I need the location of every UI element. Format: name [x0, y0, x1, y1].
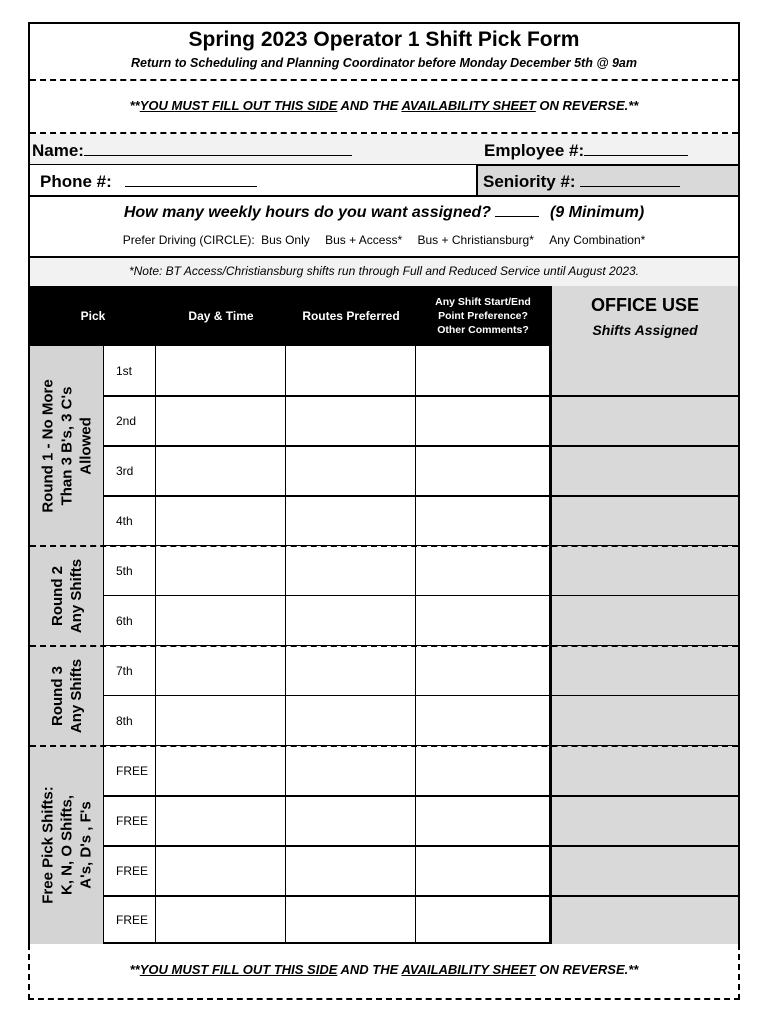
- round-3-label: Round 3 Any Shifts: [30, 646, 104, 746]
- round-divider: [30, 645, 738, 647]
- option-bus-only[interactable]: Bus Only: [261, 233, 310, 247]
- employee-field[interactable]: Employee #:: [484, 140, 688, 161]
- option-any-combination[interactable]: Any Combination*: [549, 233, 646, 247]
- header-pick: Pick: [30, 286, 156, 346]
- routes-cell[interactable]: [286, 346, 416, 396]
- office-cell: [550, 546, 738, 596]
- seniority-blank[interactable]: [580, 171, 680, 187]
- seniority-field[interactable]: Seniority #:: [483, 171, 680, 192]
- pick-number: 8th: [104, 696, 156, 746]
- name-blank[interactable]: [84, 140, 352, 156]
- employee-blank[interactable]: [584, 140, 688, 156]
- bottom-instruction: **YOU MUST FILL OUT THIS SIDE AND THE AVAILABILITY SHEET ON REVERSE.**: [129, 962, 639, 977]
- form-subtitle: Return to Scheduling and Planning Coordinator before Monday December 5th @ 9am: [131, 56, 637, 70]
- routes-cell[interactable]: [286, 596, 416, 646]
- row-separator: [104, 795, 738, 797]
- top-instruction: **YOU MUST FILL OUT THIS SIDE AND THE AVAILABILITY SHEET ON REVERSE.**: [129, 98, 639, 113]
- day-time-cell[interactable]: [156, 546, 286, 596]
- round-divider: [30, 745, 738, 747]
- row-separator: [104, 845, 738, 847]
- pick-number: FREE: [104, 846, 156, 896]
- office-cell: [550, 896, 738, 944]
- hours-blank[interactable]: [495, 202, 539, 217]
- day-time-cell[interactable]: [156, 646, 286, 696]
- office-cell: [550, 446, 738, 496]
- header-routes: Routes Preferred: [286, 286, 416, 346]
- pick-number: 6th: [104, 596, 156, 646]
- routes-cell[interactable]: [286, 446, 416, 496]
- pick-number: FREE: [104, 896, 156, 944]
- day-time-cell[interactable]: [156, 696, 286, 746]
- pick-number: 7th: [104, 646, 156, 696]
- office-cell: [550, 596, 738, 646]
- office-cell: [550, 846, 738, 896]
- office-cell: [550, 346, 738, 396]
- form-title: Spring 2023 Operator 1 Shift Pick Form: [188, 28, 580, 51]
- office-cell: [550, 796, 738, 846]
- round-divider: [30, 545, 738, 547]
- pick-number: 2nd: [104, 396, 156, 446]
- pick-number: FREE: [104, 746, 156, 796]
- day-time-cell[interactable]: [156, 346, 286, 396]
- header-comments: Any Shift Start/End Point Preference? Other Comments?: [416, 286, 550, 346]
- comments-cell[interactable]: [416, 646, 550, 696]
- header-day-time: Day & Time: [156, 286, 286, 346]
- day-time-cell[interactable]: [156, 446, 286, 496]
- routes-cell[interactable]: [286, 696, 416, 746]
- shift-pick-form: [28, 22, 740, 944]
- day-time-cell[interactable]: [156, 796, 286, 846]
- row-separator: [104, 445, 738, 447]
- pick-number: 5th: [104, 546, 156, 596]
- routes-cell[interactable]: [286, 546, 416, 596]
- routes-cell[interactable]: [286, 496, 416, 546]
- pick-number: 1st: [104, 346, 156, 396]
- office-cell: [550, 746, 738, 796]
- comments-cell[interactable]: [416, 896, 550, 944]
- comments-cell[interactable]: [416, 596, 550, 646]
- comments-cell[interactable]: [416, 346, 550, 396]
- comments-cell[interactable]: [416, 446, 550, 496]
- routes-cell[interactable]: [286, 396, 416, 446]
- hours-question: How many weekly hours do you want assigned? (9 Minimum): [123, 204, 645, 221]
- pick-number: 4th: [104, 496, 156, 546]
- bottom-instruction-box: [28, 944, 740, 1000]
- phone-blank[interactable]: [125, 171, 257, 187]
- routes-cell[interactable]: [286, 746, 416, 796]
- name-field[interactable]: Name:: [32, 140, 352, 161]
- comments-cell[interactable]: [416, 396, 550, 446]
- row-separator: [104, 895, 738, 897]
- office-cell: [550, 646, 738, 696]
- day-time-cell[interactable]: [156, 396, 286, 446]
- comments-cell[interactable]: [416, 846, 550, 896]
- option-bus-access[interactable]: Bus + Access*: [325, 233, 403, 247]
- routes-cell[interactable]: [286, 896, 416, 944]
- comments-cell[interactable]: [416, 696, 550, 746]
- comments-cell[interactable]: [416, 496, 550, 546]
- routes-cell[interactable]: [286, 646, 416, 696]
- day-time-cell[interactable]: [156, 746, 286, 796]
- phone-field[interactable]: Phone #:: [40, 171, 257, 192]
- day-time-cell[interactable]: [156, 496, 286, 546]
- day-time-cell[interactable]: [156, 846, 286, 896]
- round-2-label: Round 2 Any Shifts: [30, 546, 104, 646]
- row-separator: [104, 495, 738, 497]
- option-bus-christiansburg[interactable]: Bus + Christiansburg*: [417, 233, 534, 247]
- prefer-driving: Prefer Driving (CIRCLE): Bus Only Bus + Access* Bus + Christiansburg* Any Combination*: [122, 233, 646, 247]
- routes-cell[interactable]: [286, 846, 416, 896]
- header-office-use: OFFICE USE Shifts Assigned: [550, 286, 738, 346]
- office-cell: [550, 396, 738, 446]
- row-separator: [104, 395, 738, 397]
- comments-cell[interactable]: [416, 796, 550, 846]
- office-cell: [550, 496, 738, 546]
- comments-cell[interactable]: [416, 746, 550, 796]
- day-time-cell[interactable]: [156, 896, 286, 944]
- round-free-label: Free Pick Shifts: K, N, O Shifts, A's, D's , F's: [30, 746, 104, 944]
- round-1-label: Round 1 - No More Than 3 B's, 3 C's Allowed: [30, 346, 104, 546]
- service-note: *Note: BT Access/Christiansburg shifts run through Full and Reduced Service until August 2023.: [128, 264, 640, 278]
- office-cell: [550, 696, 738, 746]
- pick-number: 3rd: [104, 446, 156, 496]
- day-time-cell[interactable]: [156, 596, 286, 646]
- comments-cell[interactable]: [416, 546, 550, 596]
- routes-cell[interactable]: [286, 796, 416, 846]
- pick-number: FREE: [104, 796, 156, 846]
- divider: [30, 79, 738, 81]
